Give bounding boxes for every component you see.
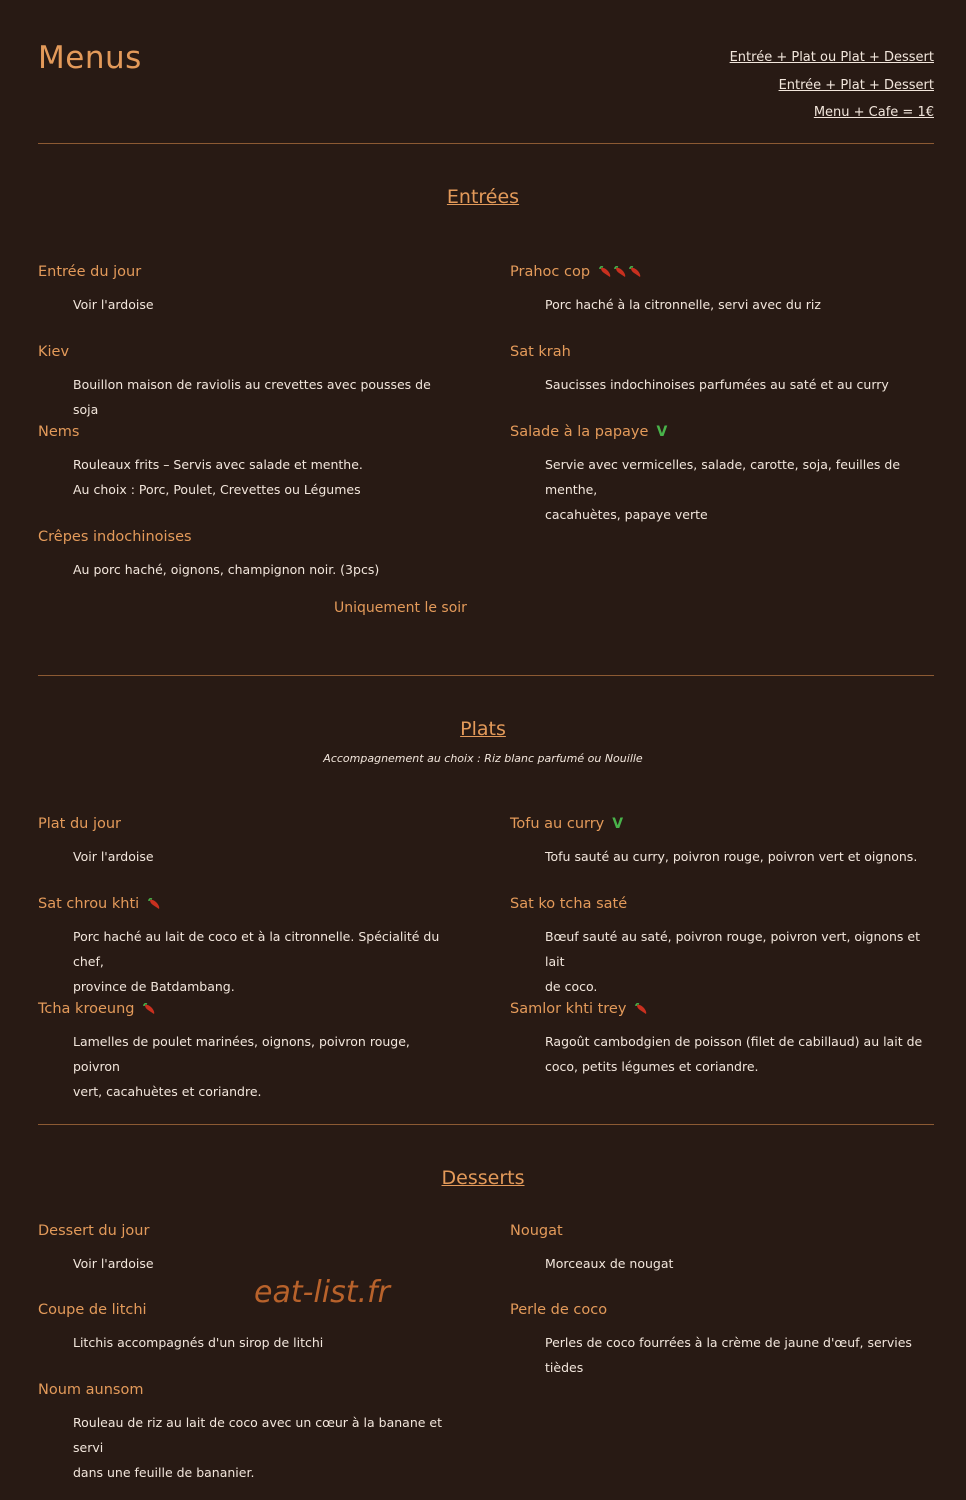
item-name: Prahoc cop <box>510 261 930 283</box>
item-description: Porc haché à la citronnelle, servi avec du riz <box>545 297 821 312</box>
chili-icon <box>598 265 612 279</box>
item-description: Voir l'ardoise <box>73 849 154 864</box>
chili-icon <box>628 265 642 279</box>
menu-item <box>38 813 458 869</box>
chili-icon <box>613 265 627 279</box>
item-description: Bœuf sauté au saté, poivron rouge, poivron vert, oignons et lait de coco. <box>545 929 921 994</box>
item-name: Samlor khti trey <box>510 998 930 1020</box>
item-name: Sat chrou khti <box>38 893 458 915</box>
vegan-badge: V <box>656 424 668 440</box>
item-description: Au porc haché, oignons, champignon noir. (3pcs) <box>73 562 380 577</box>
menu-item <box>510 1299 930 1380</box>
item-name: Sat krah <box>510 344 571 360</box>
divider <box>38 143 934 144</box>
menu-item <box>38 1299 458 1355</box>
item-name: Tofu au curry V <box>510 813 930 835</box>
item-description: Rouleau de riz au lait de coco avec un cœur à la banane et servi dans une feuille de bananier. <box>73 1415 443 1480</box>
item-name: Entrée du jour <box>38 264 142 280</box>
item-name: Sat ko tcha saté <box>510 896 628 912</box>
item-description: Morceaux de nougat <box>545 1256 674 1271</box>
menu-item <box>38 1220 458 1276</box>
menu-formula-links <box>730 44 934 127</box>
item-description: Perles de coco fourrées à la crème de jaune d'œuf, servies tièdes <box>545 1335 912 1375</box>
section-subtitle: Accompagnement au choix : Riz blanc parfumé ou Nouille <box>323 752 643 765</box>
chili-icon <box>142 1002 156 1016</box>
item-description: Saucisses indochinoises parfumées au saté et au curry <box>545 377 889 392</box>
section-title-desserts[interactable]: Desserts <box>441 1167 525 1189</box>
divider <box>38 675 934 676</box>
menu-item <box>510 421 930 527</box>
menu-item <box>510 261 930 317</box>
item-description: Lamelles de poulet marinées, oignons, poivron rouge, poivron vert, cacahuètes et coriandre. <box>73 1034 410 1099</box>
item-name: Coupe de litchi <box>38 1302 147 1318</box>
formula-link-3[interactable]: Menu + Cafe = 1€ <box>813 105 934 120</box>
menu-item <box>38 421 458 502</box>
item-description: Voir l'ardoise <box>73 1256 154 1271</box>
menu-item <box>38 1379 458 1485</box>
item-name: Perle de coco <box>510 1302 608 1318</box>
chili-icon <box>634 1002 648 1016</box>
formula-link-2[interactable]: Entrée + Plat + Dessert <box>778 77 934 93</box>
item-name: Noum aunsom <box>38 1382 144 1398</box>
item-description: Litchis accompagnés d'un sirop de litchi <box>73 1335 324 1350</box>
item-name: Nougat <box>510 1223 563 1239</box>
item-description: Servie avec vermicelles, salade, carotte, soja, feuilles de menthe, cacahuètes, papaye verte <box>545 457 901 522</box>
item-description: Ragoût cambodgien de poisson (filet de cabillaud) au lait de coco, petits légumes et coriandre. <box>545 1034 923 1074</box>
item-name: Nems <box>38 424 80 440</box>
vegan-badge: V <box>612 816 624 832</box>
menu-item <box>38 893 458 999</box>
item-name: Kiev <box>38 344 70 360</box>
watermark: eat-list.fr <box>254 1275 390 1310</box>
item-description: Voir l'ardoise <box>73 297 154 312</box>
divider <box>38 1124 934 1125</box>
formula-link-1[interactable]: Entrée + Plat ou Plat + Dessert <box>729 50 934 65</box>
section-title-plats[interactable]: Plats <box>460 718 506 740</box>
item-name: Plat du jour <box>38 816 122 832</box>
page-title: Menus <box>38 40 142 76</box>
item-name: Tcha kroeung <box>38 998 458 1020</box>
chili-icon <box>147 897 161 911</box>
evening-only-note: Uniquement le soir <box>334 600 467 616</box>
item-name: Salade à la papaye V <box>510 421 930 443</box>
menu-item <box>38 526 458 582</box>
section-title-entrees[interactable]: Entrées <box>446 186 520 208</box>
item-description: Tofu sauté au curry, poivron rouge, poivron vert et oignons. <box>545 849 918 864</box>
menu-item <box>38 261 458 317</box>
menu-item <box>510 1220 930 1276</box>
menu-item <box>38 341 458 422</box>
menu-item <box>510 341 930 397</box>
item-description: Rouleaux frits – Servis avec salade et menthe. Au choix : Porc, Poulet, Crevettes ou Légumes <box>73 457 363 497</box>
spicy-level <box>598 265 642 279</box>
menu-item <box>510 893 930 999</box>
menu-item <box>510 998 930 1079</box>
item-name: Dessert du jour <box>38 1223 150 1239</box>
item-description: Bouillon maison de raviolis au crevettes avec pousses de soja <box>73 377 431 417</box>
menu-item <box>510 813 930 869</box>
item-description: Porc haché au lait de coco et à la citronnelle. Spécialité du chef, province de Batdambang. <box>73 929 440 994</box>
item-name: Crêpes indochinoises <box>38 529 192 545</box>
menu-item <box>38 998 458 1104</box>
